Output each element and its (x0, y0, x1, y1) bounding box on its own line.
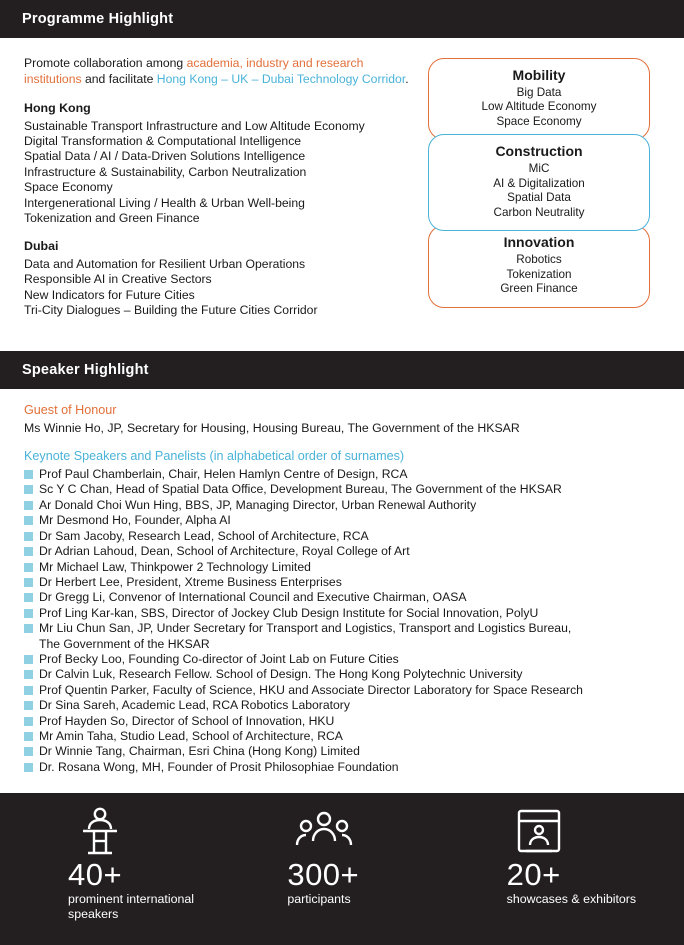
bullet-square-icon (24, 516, 33, 525)
programme-group-hong-kong (24, 101, 414, 226)
speaker-name: Dr Calvin Luk, Research Fellow. School of Design. The Hong Kong Polytechnic University (39, 667, 523, 682)
theme-box-mobility (428, 58, 650, 140)
list-item: Tri-City Dialogues – Building the Future Cities Corridor (24, 303, 318, 318)
theme-title-construction: Construction (495, 143, 583, 160)
footer-stats (0, 793, 684, 945)
list-item (24, 590, 666, 605)
speaker-name: Ar Donald Choi Wun Hing, BBS, JP, Managing Director, Urban Renewal Authority (39, 497, 477, 512)
speaker-name: Dr Sina Sareh, Academic Lead, RCA Robotics Laboratory (39, 698, 350, 713)
list-item (24, 667, 666, 682)
theme-item: MiC (528, 161, 550, 175)
speaker-name: Dr Herbert Lee, President, Xtreme Business Enterprises (39, 574, 342, 589)
programme-highlight-body (0, 38, 684, 345)
bullet-square-icon (24, 501, 33, 510)
intro-mid: and facilitate (81, 71, 157, 86)
group-title-hong-kong: Hong Kong (24, 101, 91, 116)
list-item (24, 744, 666, 759)
list-item: Infrastructure & Sustainability, Carbon Neutralization (24, 164, 307, 179)
intro-highlight-academia: academia, industry and research institutions (24, 56, 364, 86)
bullet-square-icon (24, 563, 33, 572)
list-item (24, 513, 666, 528)
speaker-name: Dr Sam Jacoby, Research Lead, School of Architecture, RCA (39, 528, 369, 543)
speaker-name: Prof Hayden So, Director of School of Innovation, HKU (39, 713, 335, 728)
list-item (24, 714, 666, 729)
bullet-square-icon (24, 670, 33, 679)
speaker-name: Prof Becky Loo, Founding Co-director of Joint Lab on Future Cities (39, 651, 399, 666)
speaker-name: Prof Ling Kar-kan, SBS, Director of Jockey Club Design Institute for Social Innovation, PolyU (39, 605, 539, 620)
list-item: Tokenization and Green Finance (24, 211, 200, 226)
list-item-continuation (24, 637, 666, 652)
speaker-name-continuation: The Government of the HKSAR (39, 636, 210, 651)
list-item (24, 683, 666, 698)
list-item (24, 606, 666, 621)
list-item (24, 698, 666, 713)
speaker-name: Dr Gregg Li, Convenor of International Council and Executive Chairman, OASA (39, 590, 467, 605)
list-item (24, 467, 666, 482)
stat-participants (245, 807, 464, 907)
group-title-dubai: Dubai (24, 239, 59, 254)
bullet-square-icon (24, 701, 33, 710)
stat-number: 40+ (68, 857, 123, 892)
stat-speakers (0, 807, 245, 921)
speaker-name: Sc Y C Chan, Head of Spatial Data Office, Development Bureau, The Government of the HKSAR (39, 482, 562, 497)
bullet-square-icon (24, 717, 33, 726)
list-item: New Indicators for Future Cities (24, 287, 195, 302)
theme-item: Carbon Neutrality (493, 205, 585, 219)
bullet-square-icon (24, 732, 33, 741)
intro-post: . (405, 71, 409, 86)
speaker-list (24, 467, 666, 775)
list-item: Digital Transformation & Computational Intelligence (24, 134, 302, 148)
theme-item: Big Data (516, 85, 562, 99)
guest-of-honour-name: Ms Winnie Ho, JP, Secretary for Housing, Housing Bureau, The Government of the HKSAR (24, 420, 520, 435)
bullet-square-icon (24, 578, 33, 587)
speaker-highlight-header (0, 351, 684, 389)
list-item (24, 544, 666, 559)
speaker-name: Prof Quentin Parker, Faculty of Science, HKU and Associate Director Laboratory for Space Research (39, 682, 583, 697)
theme-item: Robotics (516, 252, 562, 266)
speaker-name: Mr Michael Law, Thinkpower 2 Technology Limited (39, 559, 311, 574)
people-group-icon (287, 807, 355, 855)
speaker-highlight-title: Speaker Highlight (22, 362, 149, 379)
programme-theme-boxes (428, 56, 650, 331)
theme-item: AI & Digitalization (493, 176, 585, 190)
bullet-square-icon (24, 547, 33, 556)
list-item: Space Economy (24, 180, 113, 195)
theme-title-innovation: Innovation (503, 234, 575, 251)
bullet-square-icon (24, 532, 33, 541)
bullet-square-icon (24, 624, 33, 633)
list-item (24, 560, 666, 575)
speaker-name: Dr. Rosana Wong, MH, Founder of Prosit Philosophiae Foundation (39, 759, 399, 774)
list-item: Spatial Data / AI / Data-Driven Solutions Intelligence (24, 149, 306, 164)
intro-highlight-corridor: Hong Kong – UK – Dubai Technology Corridor (156, 71, 406, 86)
speaker-highlight-body (0, 389, 684, 789)
list-item (24, 482, 666, 497)
stat-showcases (465, 807, 684, 907)
theme-item: Spatial Data (507, 191, 571, 205)
list-item (24, 760, 666, 775)
list-item: Intergenerational Living / Health & Urban Well-being (24, 195, 305, 210)
stat-label: participants (287, 892, 351, 906)
stat-label: prominent international speakers (68, 892, 195, 921)
bullet-square-icon (24, 593, 33, 602)
theme-box-innovation (428, 225, 650, 307)
theme-item: Green Finance (500, 282, 578, 296)
bullet-square-icon (24, 763, 33, 772)
theme-item: Space Economy (496, 114, 582, 128)
list-item (24, 729, 666, 744)
list-item (24, 621, 666, 636)
group-list-dubai (24, 257, 414, 319)
list-item (24, 575, 666, 590)
programme-group-dubai (24, 239, 414, 318)
guest-of-honour-label: Guest of Honour (24, 403, 117, 418)
list-item (24, 529, 666, 544)
speaker-name: Prof Paul Chamberlain, Chair, Helen Hamlyn Centre of Design, RCA (39, 467, 408, 482)
group-list-hong-kong (24, 119, 414, 227)
list-item (24, 498, 666, 513)
list-item: Responsible AI in Creative Sectors (24, 272, 212, 287)
theme-title-mobility: Mobility (512, 67, 566, 83)
speaker-name: Mr Desmond Ho, Founder, Alpha AI (39, 513, 231, 528)
speaker-name: Mr Liu Chun San, JP, Under Secretary for Transport and Logistics, Transport and Logistics Bureau, (39, 621, 572, 636)
list-item: Data and Automation for Resilient Urban Operations (24, 256, 306, 271)
stat-label: showcases & exhibitors (506, 892, 637, 906)
bullet-square-icon (24, 655, 33, 664)
programme-highlight-title: Programme Highlight (22, 11, 174, 27)
intro-pre: Promote collaboration among (24, 56, 187, 70)
programme-intro (24, 56, 414, 87)
keynote-speakers-label: Keynote Speakers and Panelists (in alphabetical order of surnames) (24, 448, 405, 463)
theme-item: Low Altitude Economy (481, 100, 597, 114)
list-item: Sustainable Transport Infrastructure and Low Altitude Economy (24, 118, 365, 133)
stat-number: 20+ (506, 857, 561, 892)
bullet-square-icon (24, 485, 33, 494)
bullet-square-icon (24, 686, 33, 695)
stat-number: 300+ (287, 857, 360, 892)
programme-highlight-header (0, 0, 684, 38)
bullet-square-icon (24, 747, 33, 756)
bullet-square-icon (24, 470, 33, 479)
list-item (24, 652, 666, 667)
programme-left-column (24, 56, 414, 331)
theme-item: Tokenization (506, 267, 572, 281)
exhibition-booth-icon (507, 807, 565, 855)
speaker-podium-icon (68, 807, 126, 855)
speaker-name: Mr Amin Taha, Studio Lead, School of Architecture, RCA (39, 728, 343, 743)
speaker-name: Dr Adrian Lahoud, Dean, School of Architecture, Royal College of Art (39, 544, 410, 559)
bullet-square-icon (24, 609, 33, 618)
speaker-name: Dr Winnie Tang, Chairman, Esri China (Hong Kong) Limited (39, 744, 360, 759)
theme-box-construction (428, 134, 650, 231)
